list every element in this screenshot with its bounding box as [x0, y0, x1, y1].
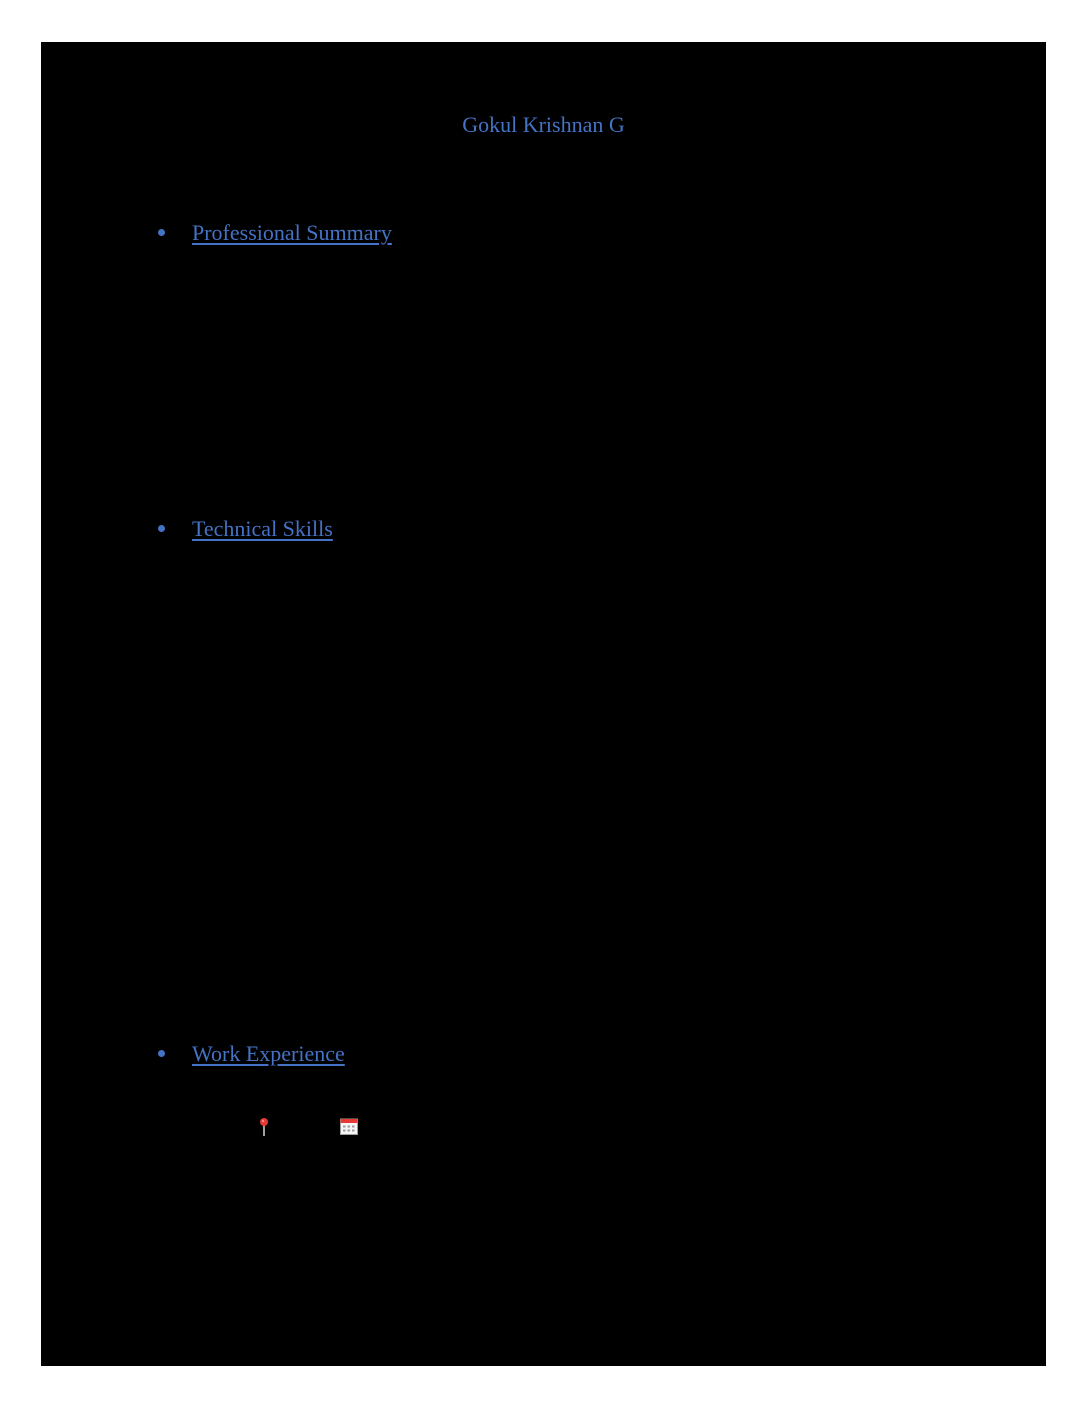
circle-bullet-icon: o [225, 841, 233, 857]
section-title-summary[interactable]: Professional Summary [192, 220, 392, 245]
bullet-icon [158, 525, 165, 532]
list-item [320, 799, 970, 825]
summary-block [225, 268, 961, 458]
square-bullet-icon [287, 809, 292, 814]
skill-group-label: CAD Tools [256, 566, 334, 585]
skill-item: CATIA V5 – (Part Design,Assembly Design,Surface Design, Sheetmetal Design ,Drafting) [320, 672, 938, 691]
candidate-name: Gokul Krishnan G [462, 112, 625, 137]
list-item [320, 669, 970, 695]
skill-item: CREO – (Part design,Assembly Design,Surface Design,Sheetmetal design,Drafting) [320, 607, 894, 626]
skill-item: MASTERCAM – (2D,3D,LATHE) [320, 881, 560, 900]
skill-item: AUTOCAD – (2D,Isometric) [320, 802, 521, 821]
skill-item: HYPERMESH – 2d shell mesh [320, 960, 534, 979]
skill-item: SOLIDWORKS – (Part Design,Assembly Design,Surface Design, Sheetmetal Design,Drafting) [320, 737, 852, 782]
square-bullet-icon [287, 888, 292, 893]
list-item [320, 604, 970, 630]
bullet-icon [158, 1050, 165, 1057]
resume-page [41, 42, 1046, 1366]
summary-text: Mechanical Design Engineer with hands-on experience in SolidWorks, Creo Completed a 6- month internship at NCR Corporation focusing on inventory management and shop floor coordination. And know about basic ERP tools (Oracle). In ULTIMASIGN TECHNOLOGIES Skilled in 3D modeling, and team-based design projects. Passionate about building efficient, sustainable, and practical engineering solutions. [256, 277, 961, 448]
list-item [320, 997, 970, 1023]
bullet-icon [158, 229, 165, 236]
circle-bullet-icon: o [225, 567, 233, 583]
skill-group-label: CAE Tools [256, 919, 332, 938]
square-bullet-icon [287, 744, 292, 749]
section-title-experience[interactable]: Work Experience [192, 1041, 345, 1066]
square-bullet-icon [287, 1007, 292, 1012]
list-item [320, 734, 970, 786]
section-title-skills[interactable]: Technical Skills [192, 516, 333, 541]
skill-group-cam [225, 840, 337, 860]
skill-group-cad [225, 566, 334, 586]
square-bullet-icon [287, 679, 292, 684]
skill-group-label: CAM Tools [256, 840, 337, 859]
square-bullet-icon [287, 967, 292, 972]
skill-item: ANSYS WORKBENCH [320, 1000, 490, 1019]
location-pin-icon [259, 1117, 269, 1137]
circle-bullet-icon: o [225, 279, 233, 295]
list-item [320, 878, 970, 904]
square-bullet-icon [287, 614, 292, 619]
list-item [320, 957, 970, 983]
skill-group-cae [225, 919, 332, 939]
circle-bullet-icon: o [225, 920, 233, 936]
calendar-icon [340, 1118, 358, 1135]
